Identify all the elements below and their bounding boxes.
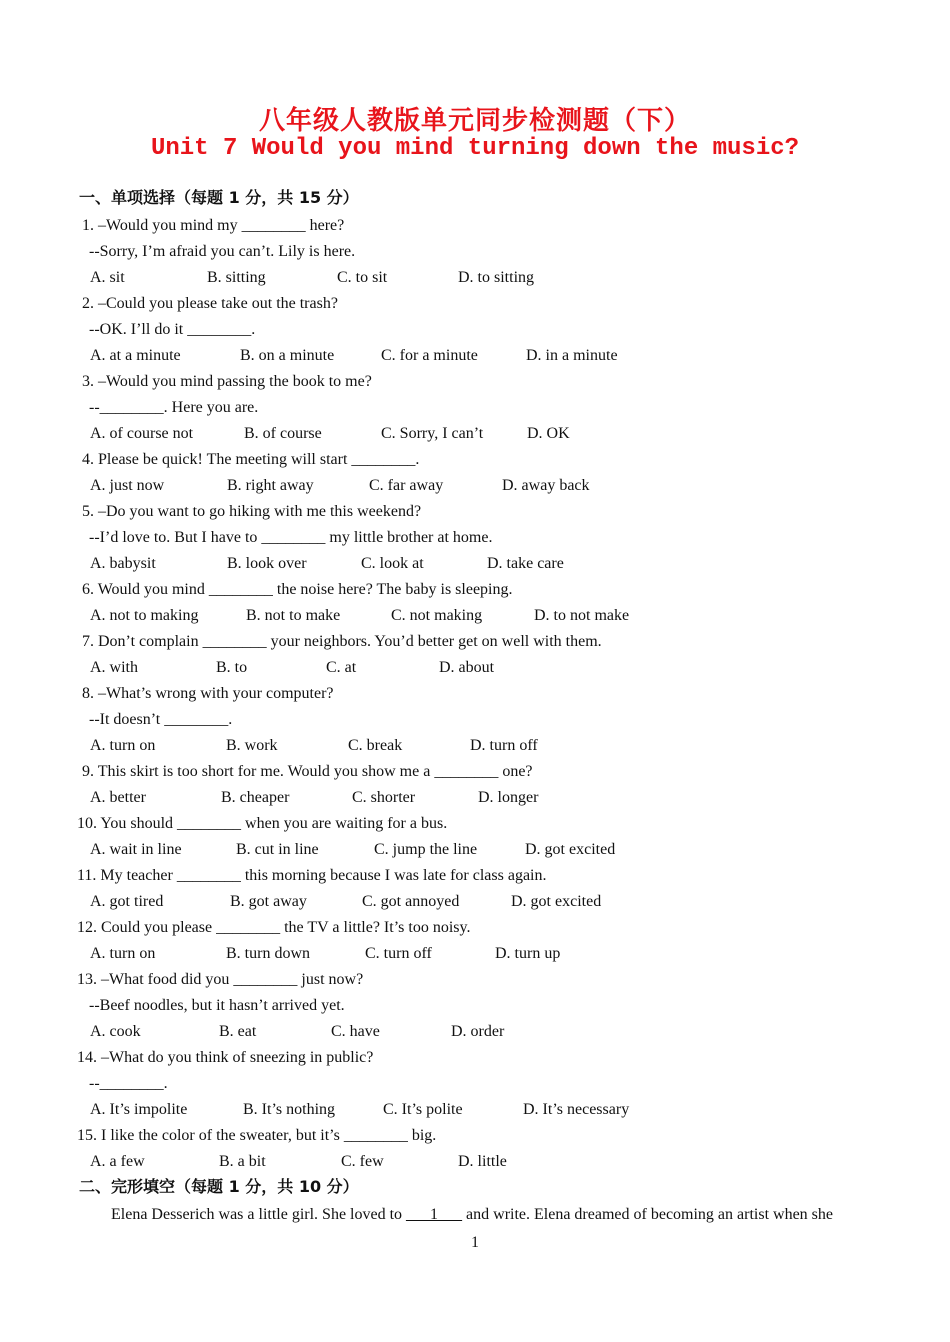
- answer-option: C. shorter: [352, 789, 416, 806]
- answer-option: B. on a minute: [240, 347, 335, 364]
- answer-option: B. to: [216, 659, 248, 676]
- answer-option: C. far away: [369, 477, 444, 494]
- answer-option: C. at: [326, 659, 357, 676]
- answer-option: C. few: [341, 1153, 384, 1170]
- answer-option: D. away back: [502, 477, 590, 494]
- answer-option: D. to sitting: [458, 269, 535, 286]
- question-stem: 6. Would you mind ________ the noise here? The baby is sleeping.: [82, 581, 513, 598]
- answer-option: B. turn down: [226, 945, 310, 962]
- question-stem: 14. –What do you think of sneezing in public?: [77, 1049, 374, 1066]
- question-reply: --________.: [89, 1075, 168, 1092]
- answer-option: C. turn off: [365, 945, 432, 962]
- answer-option: A. wait in line: [90, 841, 182, 858]
- passage-text: and write. Elena dreamed of becoming an artist when she: [462, 1206, 834, 1223]
- answer-option: B. a bit: [219, 1153, 266, 1170]
- answer-option: B. sitting: [207, 269, 266, 286]
- question-stem: 8. –What’s wrong with your computer?: [82, 685, 334, 702]
- answer-option: D. in a minute: [526, 347, 618, 364]
- answer-option: D. turn off: [470, 737, 538, 754]
- question-stem: 9. This skirt is too short for me. Would you show me a ________ one?: [82, 763, 533, 780]
- answer-option: A. at a minute: [90, 347, 181, 364]
- answer-option: B. It’s nothing: [243, 1101, 336, 1118]
- question-stem: 15. I like the color of the sweater, but it’s ________ big.: [77, 1127, 437, 1144]
- answer-option: B. look over: [227, 555, 307, 572]
- answer-option: A. turn on: [90, 945, 156, 962]
- section-heading-cloze: 二、完形填空（每题 1 分，共 10 分）: [79, 1177, 359, 1196]
- cloze-passage: [79, 1202, 873, 1228]
- question-reply: --It doesn’t ________.: [89, 711, 233, 728]
- answer-option: B. cut in line: [236, 841, 319, 858]
- option-row: [0, 603, 950, 629]
- page-title-chinese: 八年级人教版单元同步检测题（下）: [258, 106, 691, 136]
- answer-option: C. break: [348, 737, 403, 754]
- answer-option: A. just now: [90, 477, 165, 494]
- question-stem: 2. –Could you please take out the trash?: [82, 295, 338, 312]
- section-heading-single-choice: 一、单项选择（每题 1 分，共 15 分）: [79, 188, 359, 207]
- option-row: [0, 837, 950, 863]
- option-row: [0, 1097, 950, 1123]
- question-stem: 10. You should ________ when you are waiting for a bus.: [77, 815, 448, 832]
- answer-option: D. longer: [478, 789, 539, 806]
- question-stem: 11. My teacher ________ this morning because I was late for class again.: [77, 867, 547, 884]
- answer-option: A. babysit: [90, 555, 156, 572]
- option-row: [0, 785, 950, 811]
- answer-option: C. have: [331, 1023, 380, 1040]
- option-row: [0, 655, 950, 681]
- answer-option: A. of course not: [90, 425, 194, 442]
- option-row: [0, 733, 950, 759]
- question-reply: --________. Here you are.: [89, 399, 259, 416]
- cloze-blank: ___1___: [406, 1206, 463, 1223]
- passage-text: Elena Desserich was a little girl. She loved to: [111, 1206, 407, 1223]
- question-stem: 4. Please be quick! The meeting will start ________.: [82, 451, 420, 468]
- answer-option: A. got tired: [90, 893, 164, 910]
- question-list: [0, 213, 950, 1175]
- answer-option: D. about: [439, 659, 495, 676]
- question-stem: 5. –Do you want to go hiking with me this weekend?: [82, 503, 422, 520]
- question-stem: 3. –Would you mind passing the book to me?: [82, 373, 372, 390]
- answer-option: C. look at: [361, 555, 424, 572]
- answer-option: A. turn on: [90, 737, 156, 754]
- option-row: [0, 421, 950, 447]
- answer-option: D. little: [458, 1153, 507, 1170]
- answer-option: A. a few: [90, 1153, 145, 1170]
- answer-option: A. with: [90, 659, 138, 676]
- page-number: 1: [471, 1234, 479, 1251]
- option-row: [0, 473, 950, 499]
- answer-option: D. to not make: [534, 607, 630, 624]
- answer-option: C. for a minute: [381, 347, 478, 364]
- question-reply: --OK. I’ll do it ________.: [89, 321, 256, 338]
- question-stem: 1. –Would you mind my ________ here?: [82, 217, 345, 234]
- answer-option: D. got excited: [525, 841, 616, 858]
- option-row: [0, 343, 950, 369]
- answer-option: C. Sorry, I can’t: [381, 425, 484, 442]
- answer-option: B. of course: [244, 425, 322, 442]
- question-stem: 7. Don’t complain ________ your neighbors. You’d better get on well with them.: [82, 633, 602, 650]
- option-row: [0, 941, 950, 967]
- answer-option: D. got excited: [511, 893, 602, 910]
- answer-option: B. got away: [230, 893, 307, 910]
- answer-option: C. to sit: [337, 269, 388, 286]
- option-row: [0, 265, 950, 291]
- answer-option: A. not to making: [90, 607, 199, 624]
- answer-option: A. sit: [90, 269, 125, 286]
- answer-option: A. It’s impolite: [90, 1101, 188, 1118]
- answer-option: B. cheaper: [221, 789, 290, 806]
- answer-option: C. It’s polite: [383, 1101, 463, 1118]
- question-reply: --Sorry, I’m afraid you can’t. Lily is here.: [89, 243, 356, 260]
- answer-option: B. not to make: [246, 607, 341, 624]
- answer-option: A. cook: [90, 1023, 141, 1040]
- page-title-english: Unit 7 Would you mind turning down the music?: [150, 135, 800, 162]
- answer-option: C. not making: [391, 607, 483, 624]
- answer-option: A. better: [90, 789, 146, 806]
- question-stem: 12. Could you please ________ the TV a little? It’s too noisy.: [77, 919, 471, 936]
- answer-option: B. right away: [227, 477, 314, 494]
- answer-option: B. eat: [219, 1023, 257, 1040]
- answer-option: D. take care: [487, 555, 564, 572]
- question-stem: 13. –What food did you ________ just now?: [77, 971, 364, 988]
- option-row: [0, 1149, 950, 1175]
- answer-option: D. It’s necessary: [523, 1101, 630, 1118]
- answer-option: C. jump the line: [374, 841, 478, 858]
- answer-option: D. turn up: [495, 945, 561, 962]
- question-reply: --Beef noodles, but it hasn’t arrived yet.: [89, 997, 345, 1014]
- option-row: [0, 551, 950, 577]
- answer-option: C. got annoyed: [362, 893, 460, 910]
- option-row: [0, 1019, 950, 1045]
- answer-option: B. work: [226, 737, 278, 754]
- question-reply: --I’d love to. But I have to ________ my little brother at home.: [89, 529, 493, 546]
- answer-option: D. order: [451, 1023, 505, 1040]
- answer-option: D. OK: [527, 425, 570, 442]
- option-row: [0, 889, 950, 915]
